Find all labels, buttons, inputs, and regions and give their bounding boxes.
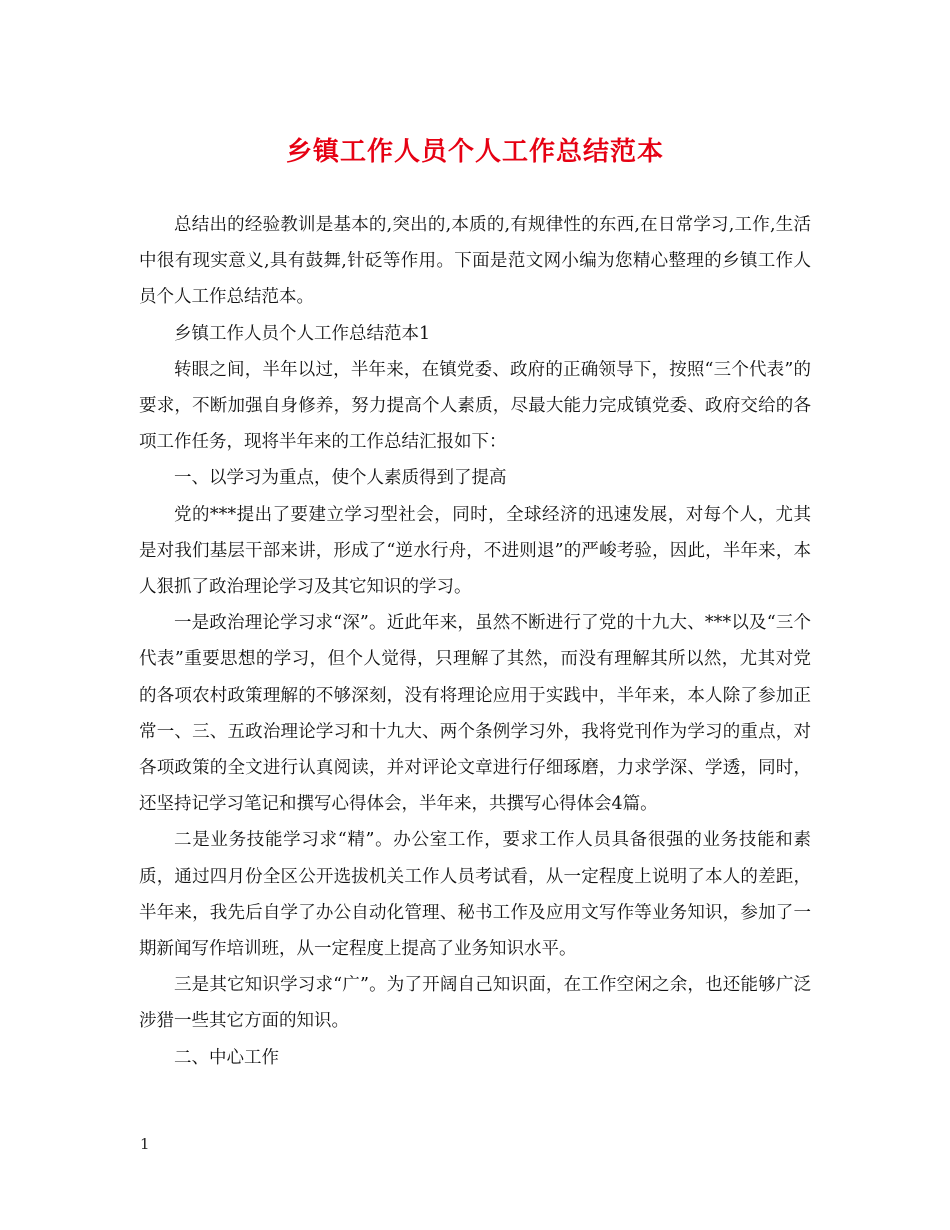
paragraph-other-study: 三是其它知识学习求“广”。为了开阔自己知识面，在工作空闲之余，也还能够广泛涉猎一些其它方面的知识。 bbox=[139, 975, 811, 1032]
paragraph-business-study: 二是业务技能学习求“精”。办公室工作，要求工作人员具备很强的业务技能和素质，通过四月份全区公开选拔机关工作人员考试看，从一定程度上说明了本人的差距，半年来，我先后自学了办公自动化管理、秘书工作及应用文写作等业务知识，参加了一期新闻写作培训班，从一定程度上提高了业务知识水平。 bbox=[139, 830, 811, 960]
page-number: 1 bbox=[140, 1135, 150, 1153]
paragraph-intro: 总结出的经验教训是基本的,突出的,本质的,有规律性的东西,在日常学习,工作,生活中很有现实意义,具有鼓舞,针砭等作用。下面是范文网小编为您精心整理的乡镇工作人员个人工作总结范本。 bbox=[139, 215, 811, 308]
paragraph-heading-center-work: 二、中心工作 bbox=[174, 1047, 279, 1068]
paragraph-section-heading: 乡镇工作人员个人工作总结范本1 bbox=[174, 323, 431, 344]
page-title: 乡镇工作人员个人工作总结范本 bbox=[285, 137, 664, 167]
document-body bbox=[139, 207, 811, 1076]
paragraph-study-background: 党的***提出了要建立学习型社会，同时，全球经济的迅速发展，对每个人，尤其是对我们基层干部来讲，形成了“逆水行舟，不进则退”的严峻考验，因此，半年来，本人狠抓了政治理论学习及其它知识的学习。 bbox=[139, 504, 811, 598]
paragraph-political-study: 一是政治理论学习求“深”。近此年来，虽然不断进行了党的十九大、***以及“三个代表”重要思想的学习，但个人觉得，只理解了其然，而没有理解其所以然，尤其对党的各项农村政策理解的不够深刻，没有将理论应用于实践中，半年来，本人除了参加正常一、三、五政治理论学习和十九大、两个条例学习外，我将党刊作为学习的重点，对各项政策的全文进行认真阅读，并对评论文章进行仔细琢磨，力求学深、学透，同时，还坚持记学习笔记和撰写心得体会，半年来，共撰写心得体会4篇。 bbox=[139, 613, 811, 815]
paragraph-heading-study: 一、以学习为重点，使个人素质得到了提高 bbox=[174, 468, 507, 489]
paragraph-opening: 转眼之间，半年以过，半年来，在镇党委、政府的正确领导下，按照“三个代表”的要求，不断加强自身修养，努力提高个人素质，尽最大能力完成镇党委、政府交给的各项工作任务，现将半年来的工作总结汇报如下： bbox=[139, 359, 811, 453]
